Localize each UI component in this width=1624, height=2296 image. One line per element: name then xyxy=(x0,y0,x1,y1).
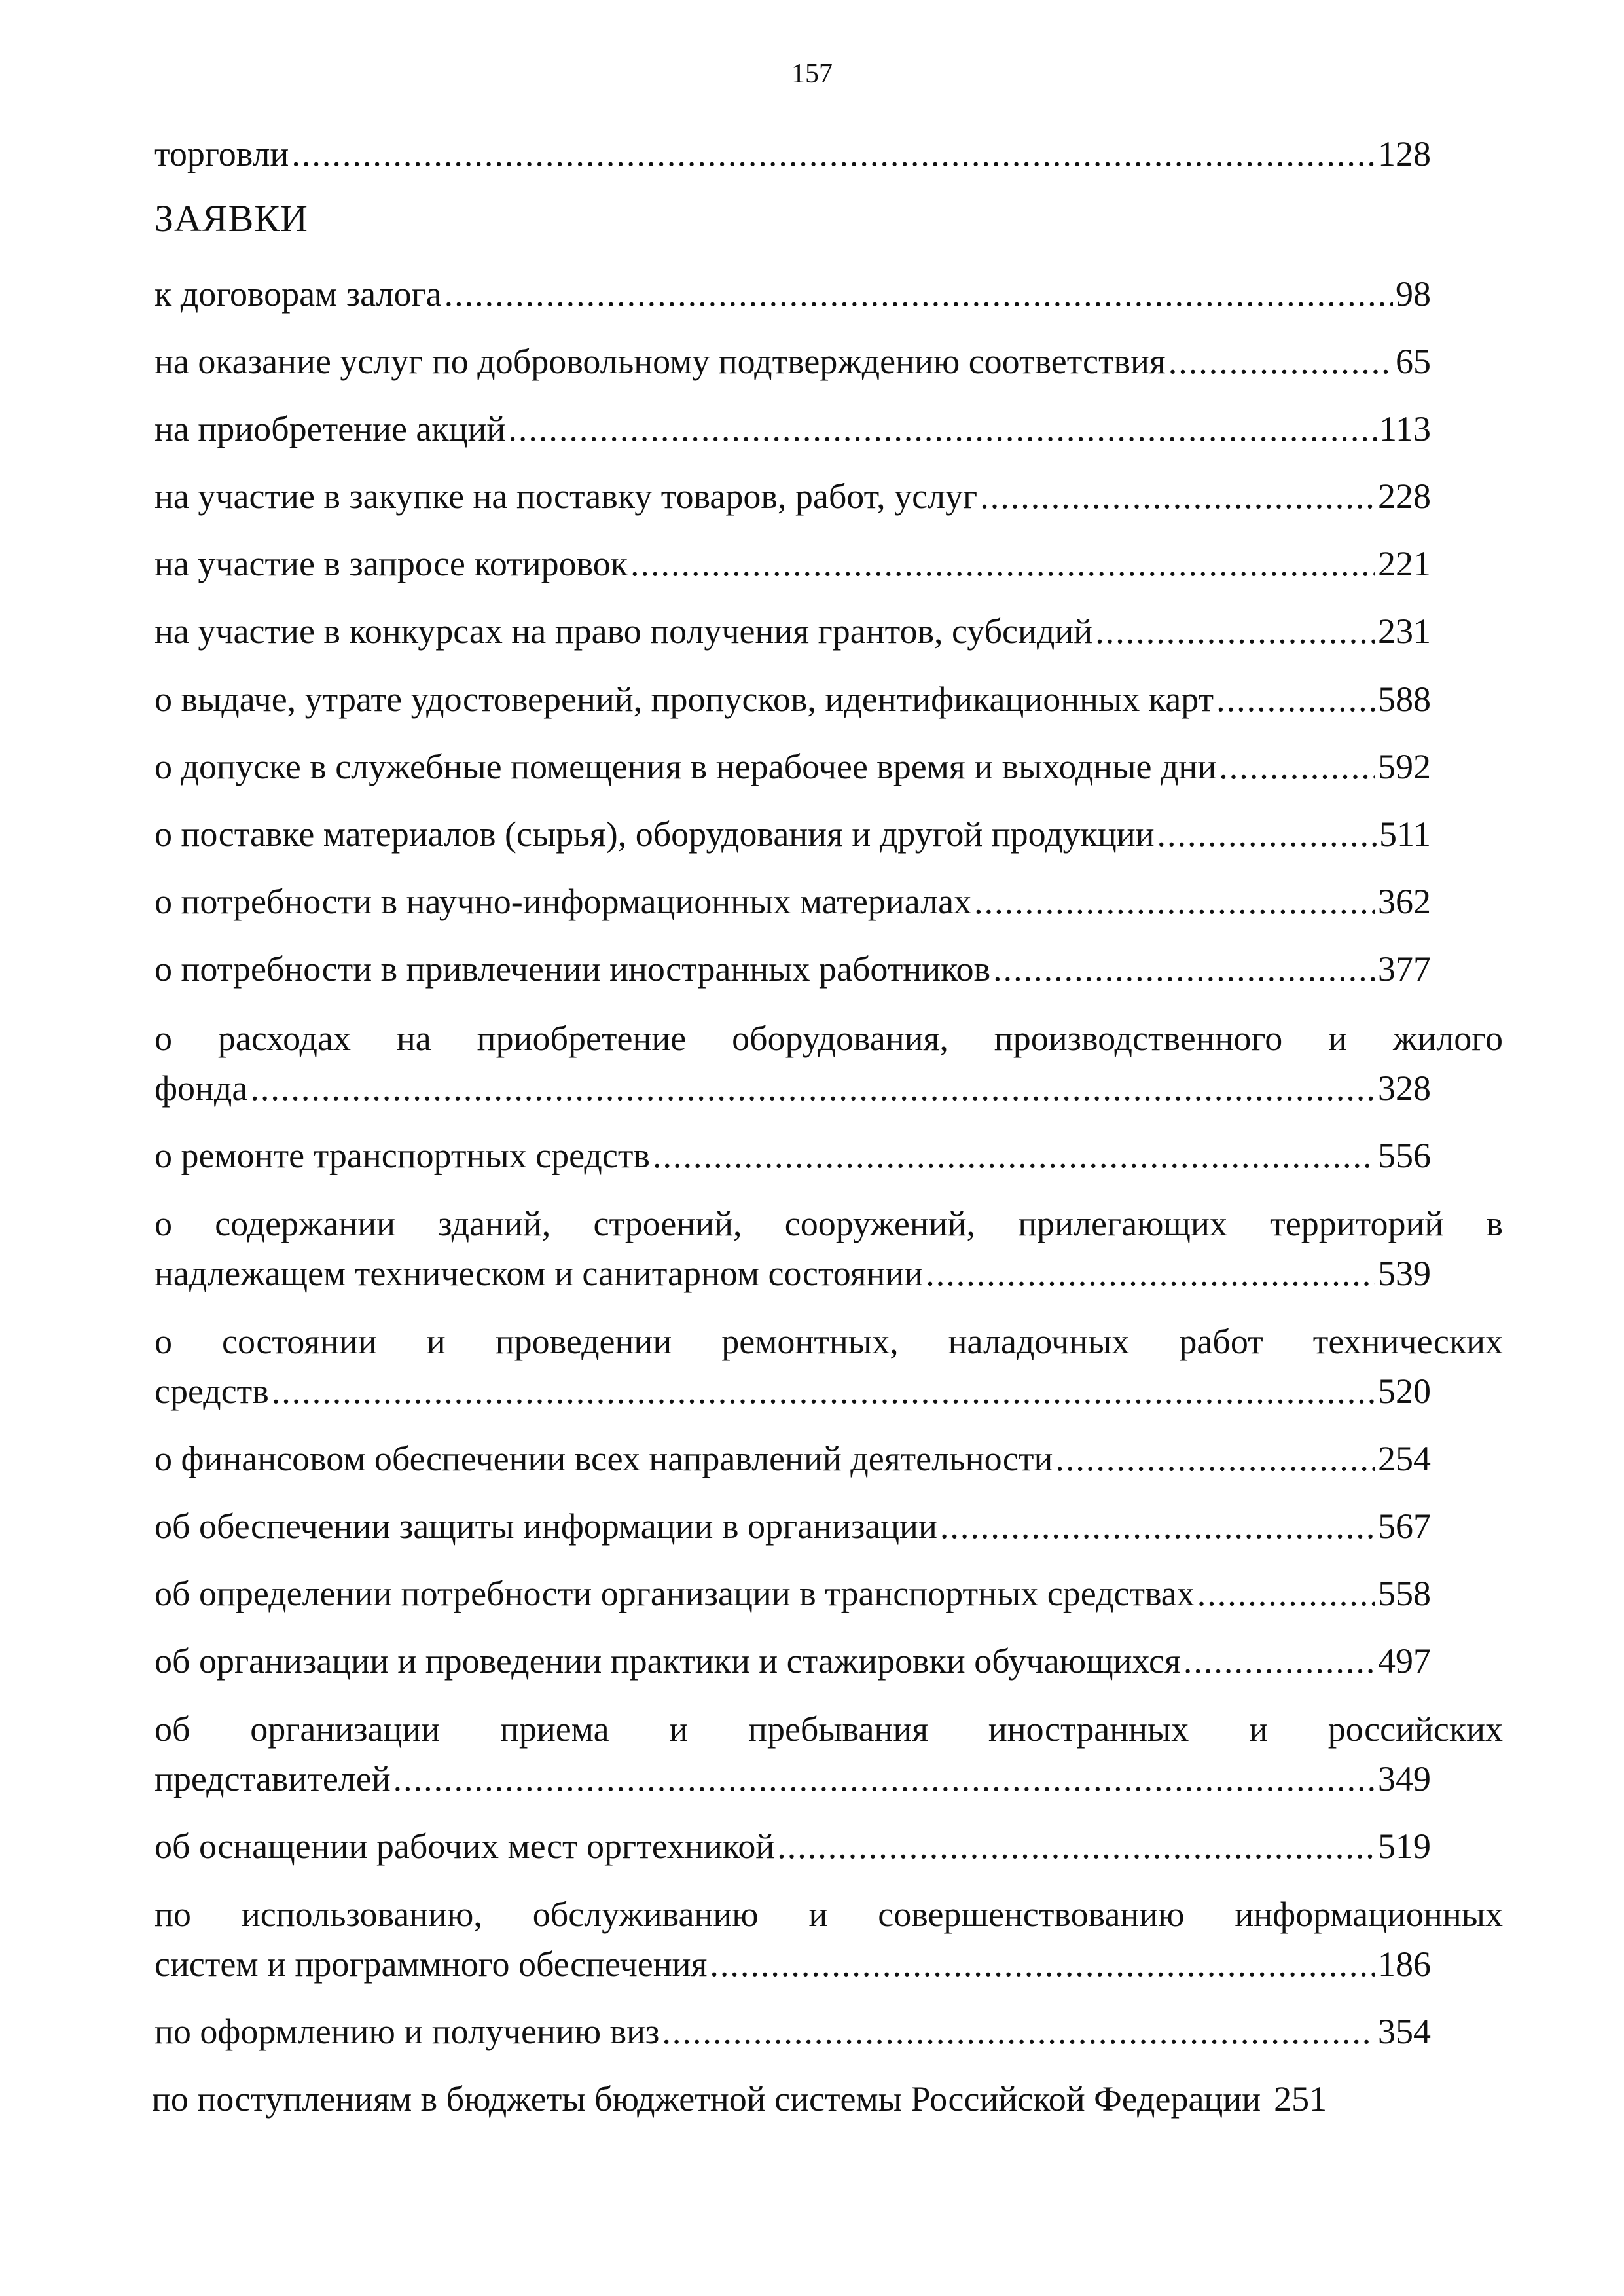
dot-leader xyxy=(974,884,1375,919)
dot-leader xyxy=(1219,749,1375,784)
entry-text: об определении потребности организации в транспортных средствах xyxy=(154,1574,1195,1613)
entry-text: о допуске в служебные помещения в нерабочее время и выходные дни xyxy=(154,747,1217,786)
dot-leader xyxy=(777,1829,1375,1864)
index-entry xyxy=(154,1829,1431,1868)
entry-text-line1: о состоянии и проведении ремонтных, наладочных работ технических xyxy=(154,1322,1503,1361)
entry-text-line1: по использованию, обслуживанию и совершенствованию информационных xyxy=(154,1895,1503,1934)
entry-text: об обеспечении защиты информации в организации xyxy=(154,1506,937,1546)
dot-leader xyxy=(926,1256,1375,1291)
entry-page: 556 xyxy=(1378,1136,1431,1175)
index-entry xyxy=(154,344,1431,383)
entry-page: 349 xyxy=(1378,1759,1431,1798)
entry-page: 567 xyxy=(1378,1506,1431,1546)
entry-page: 377 xyxy=(1378,949,1431,989)
entry-page: 520 xyxy=(1378,1372,1431,1411)
entry-text: на оказание услуг по добровольному подтверждению соответствия xyxy=(154,342,1166,381)
entry-page: 228 xyxy=(1378,477,1431,516)
entry-page: 251 xyxy=(1274,2079,1327,2119)
entry-page: 519 xyxy=(1378,1827,1431,1866)
index-entry xyxy=(154,1019,1503,1110)
dot-leader xyxy=(980,479,1375,514)
dot-leader xyxy=(1197,1576,1375,1611)
entry-page: 511 xyxy=(1379,814,1431,854)
index-entry xyxy=(154,411,1431,450)
dot-leader xyxy=(940,1508,1375,1544)
index-entry xyxy=(154,2014,1431,2053)
entry-page: 98 xyxy=(1396,274,1431,314)
entry-text: надлежащем техническом и санитарном состоянии xyxy=(154,1254,924,1293)
index-entry xyxy=(154,884,1431,923)
entry-page: 128 xyxy=(1378,134,1431,173)
index-entry xyxy=(154,1204,1503,1295)
entry-text: на приобретение акций xyxy=(154,409,506,448)
entry-text-line1: о содержании зданий, строений, сооружений, прилегающих территорий в xyxy=(154,1204,1503,1243)
entry-page: 588 xyxy=(1378,680,1431,719)
dot-leader xyxy=(1157,816,1377,852)
entry-text: об оснащении рабочих мест оргтехникой xyxy=(154,1827,775,1866)
dot-leader xyxy=(1055,1441,1375,1476)
entry-text: к договорам залога xyxy=(154,274,442,314)
dot-leader xyxy=(993,951,1375,987)
dot-leader xyxy=(653,1138,1375,1173)
index-entry xyxy=(154,1441,1431,1480)
index-entry xyxy=(154,1576,1431,1615)
page-number: 157 xyxy=(791,59,833,89)
entry-page: 497 xyxy=(1378,1641,1431,1681)
entry-text: о потребности в научно-информационных материалах xyxy=(154,882,972,921)
entry-text: представителей xyxy=(154,1759,391,1798)
entry-text: на участие в запросе котировок xyxy=(154,544,628,583)
entry-page: 558 xyxy=(1378,1574,1431,1613)
index-entry xyxy=(154,546,1431,585)
entry-page: 254 xyxy=(1378,1439,1431,1478)
index-entry xyxy=(154,816,1431,856)
index-entry xyxy=(154,1643,1431,1683)
dot-leader xyxy=(393,1761,1375,1796)
index-entry xyxy=(154,613,1431,653)
entry-text: о поставке материалов (сырья), оборудования и другой продукции xyxy=(154,814,1155,854)
dot-leader xyxy=(630,546,1375,581)
entry-page: 221 xyxy=(1378,544,1431,583)
dot-leader xyxy=(250,1070,1375,1106)
entry-page: 362 xyxy=(1378,882,1431,921)
entry-page: 354 xyxy=(1378,2012,1431,2051)
entry-page: 231 xyxy=(1378,611,1431,651)
dot-leader xyxy=(710,1946,1375,1982)
entry-text: систем и программного обеспечения xyxy=(154,1944,708,1984)
dot-leader xyxy=(508,411,1377,446)
dot-leader xyxy=(662,2014,1375,2049)
index-entry xyxy=(154,479,1431,518)
entry-text: о выдаче, утрате удостоверений, пропусков, идентификационных карт xyxy=(154,680,1214,719)
section-heading: ЗАЯВКИ xyxy=(154,197,308,240)
index-entry xyxy=(154,1709,1503,1800)
dot-leader xyxy=(1183,1643,1375,1679)
index-entry xyxy=(154,682,1431,721)
dot-leader xyxy=(1168,344,1393,379)
entry-page: 328 xyxy=(1378,1068,1431,1108)
dot-leader xyxy=(272,1374,1375,1409)
index-entry xyxy=(154,1138,1431,1177)
index-entry xyxy=(154,1895,1503,1986)
entry-text: о потребности в привлечении иностранных работников xyxy=(154,949,991,989)
entry-page: 539 xyxy=(1378,1254,1431,1293)
entry-page: 113 xyxy=(1379,409,1431,448)
entry-text: фонда xyxy=(154,1068,248,1108)
index-entry xyxy=(154,136,1431,175)
index-entry xyxy=(154,1322,1503,1413)
entry-text-line1: о расходах на приобретение оборудования, производственного и жилого xyxy=(154,1019,1503,1058)
dot-leader xyxy=(1095,613,1375,649)
dot-leader xyxy=(1216,682,1375,717)
index-entry xyxy=(154,951,1431,991)
entry-text-line1: об организации приема и пребывания иностранных и российских xyxy=(154,1709,1503,1749)
entry-text: торговли xyxy=(154,134,289,173)
entry-text: по поступлениям в бюджеты бюджетной системы Российской Федерации xyxy=(152,2079,1261,2119)
entry-text: по оформлению и получению виз xyxy=(154,2012,660,2051)
entry-text: о финансовом обеспечении всех направлений деятельности xyxy=(154,1439,1053,1478)
index-entry xyxy=(154,1508,1431,1548)
entry-page: 65 xyxy=(1396,342,1431,381)
entry-text: средств xyxy=(154,1372,269,1411)
index-entry xyxy=(152,2081,1327,2117)
entry-text: на участие в закупке на поставку товаров, работ, услуг xyxy=(154,477,978,516)
entry-page: 186 xyxy=(1378,1944,1431,1984)
entry-text: на участие в конкурсах на право получения грантов, субсидий xyxy=(154,611,1093,651)
index-entry xyxy=(154,276,1431,316)
entry-page: 592 xyxy=(1378,747,1431,786)
entry-text: об организации и проведении практики и стажировки обучающихся xyxy=(154,1641,1181,1681)
entry-text: о ремонте транспортных средств xyxy=(154,1136,650,1175)
dot-leader xyxy=(444,276,1393,312)
dot-leader xyxy=(291,136,1375,172)
index-entry xyxy=(154,749,1431,788)
